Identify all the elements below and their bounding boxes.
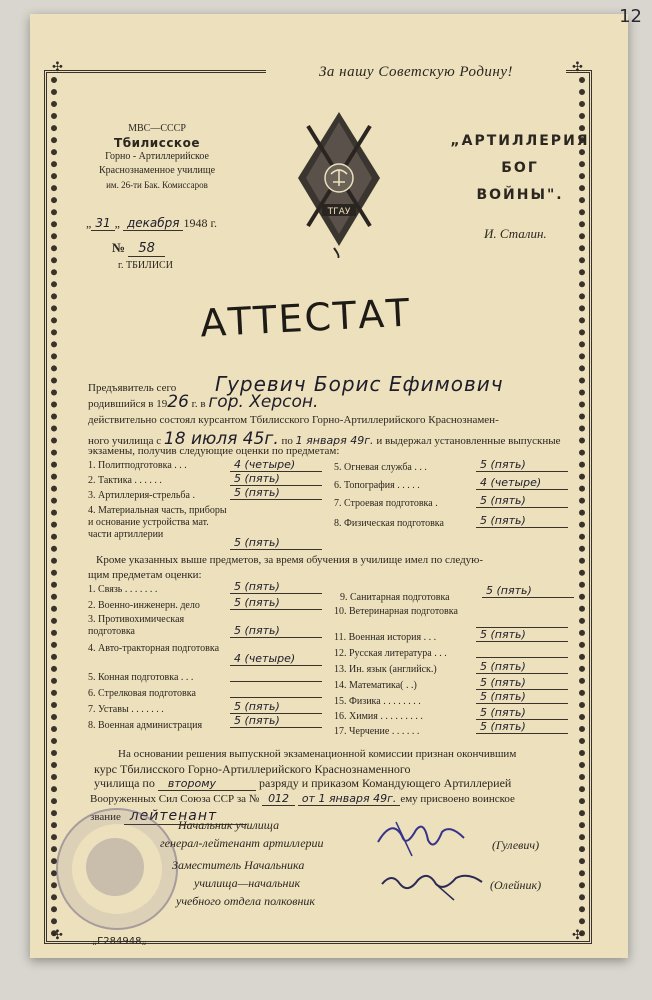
exams-intro: экзамены, получив следующие оценки по предметам: [88,445,340,457]
deputy-title: Заместитель Начальника [172,858,305,872]
artillery-badge-icon [294,108,384,258]
other-grade: 5 (пять) [230,700,322,714]
slogan: За нашу Советскую Родину! [266,64,566,81]
exam-grade: 5 (пять) [230,486,322,500]
other-subject: 10. Ветеринарная подготовка [334,606,458,617]
date-day: 31 [91,216,114,231]
order-number: 012 [262,792,295,806]
deputy-name: (Олейник) [490,878,542,892]
other-grade [476,644,568,658]
other-subject: 5. Конная подготовка . . . [88,672,194,683]
rank-label: звание [90,811,121,823]
other-grade: 5 (пять) [230,624,322,638]
official-seal [56,808,178,930]
exam-subject: 5. Огневая служба . . . [334,462,427,473]
badge-label: ТГАУ [327,207,351,217]
other-subject: 16. Химия . . . . . . . . . [334,711,423,722]
other-intro: Кроме указанных выше предметов, за время обучения в училище имел по следую- [96,554,484,566]
conclusion-order-line [90,792,515,805]
other-subject: 13. Ин. язык (английск.) [334,664,437,675]
exam-grade: 5 (пять) [476,494,568,508]
study-from: 18 июля 45г. [163,429,279,449]
conclusion-label: училища по [94,776,155,790]
other-subject: 2. Военно-инженерн. дело [88,600,200,611]
head-signature-icon [372,812,472,862]
quote-line: БОГ [501,160,539,176]
other-grade [230,684,322,698]
institution-line: Краснознаменное училище [98,165,216,176]
exam-grade: 5 (пять) [230,536,322,550]
study-label: и выдержал установленные выпускные [376,435,561,447]
exam-grade: 4 (четыре) [230,458,322,472]
stalin-quote [450,128,590,209]
other-subject: 6. Стрелковая подготовка [88,688,196,699]
other-subject: 8. Военная администрация [88,720,203,731]
conclusion-line: На основании решения выпускной экзаменационной комиссии признан окончившим [118,748,517,760]
other-subject: 17. Черчение . . . . . . [334,726,420,737]
other-grade: 5 (пять) [476,706,568,720]
institution-line: Горно - Артиллерийское [105,151,209,162]
document-title: АТТЕСТАТ [198,290,413,346]
exam-subject: 6. Топография . . . . . [334,480,420,491]
date-year: 1948 г. [183,216,218,230]
other-grade: 5 (пять) [476,690,568,704]
other-grade: 5 (пять) [476,660,568,674]
corner-ornament: ✣ [52,60,63,75]
deputy-title: учебного отдела полковник [176,894,316,908]
other-subject: 9. Санитарная подготовка [340,592,450,603]
exam-subject: 8. Физическая подготовка [334,518,444,529]
institution-line: им. 26-ти Бак. Комиссаров [106,180,208,190]
exam-grade: 5 (пять) [230,472,322,486]
other-subject: 15. Физика . . . . . . . . [334,696,421,707]
other-subject: 14. Математика( . .) [334,680,417,691]
conclusion-category-line [94,776,511,791]
study-line: действительно состоял курсантом Тбилисского Горно-Артиллерийского Краснознамен- [88,414,499,426]
study-to: 1 января 49г. [295,434,374,447]
born-label: родившийся в 19 [88,398,168,410]
issue-city: г. ТБИЛИСИ [118,260,173,271]
exam-subject: 4. Материальная часть, приборы и основание устройства мат. части артиллерии [88,505,227,540]
other-grade: 5 (пять) [482,584,574,598]
other-subject: 7. Уставы . . . . . . . [88,704,164,715]
institution-header [82,122,232,192]
study-label: по [281,435,293,447]
conclusion-label: ему присвоено воинское [400,793,515,805]
exam-subject: 2. Тактика . . . . . . [88,475,162,486]
order-date: от 1 января 49г. [298,792,401,806]
print-serial: „Г284948„ [92,936,147,947]
quote-line: „АРТИЛЛЕРИЯ [450,133,590,149]
other-grade [230,668,322,682]
corner-ornament: ✣ [572,928,583,943]
exam-subject: 7. Строевая подготовка . [334,498,438,509]
other-grade: 5 (пять) [476,720,568,734]
other-grade: 5 (пять) [230,596,322,610]
number-label: № [112,240,126,255]
other-subject: 3. Противохимическая подготовка [88,614,185,637]
date-month: декабря [123,216,184,231]
conclusion-label: разряду и приказом Командующего Артиллерией [259,776,512,790]
other-grade: 5 (пять) [476,628,568,642]
number-value: 58 [128,241,165,257]
institution-name: Тбилисское [114,136,200,150]
quote-author: И. Сталин. [484,226,547,241]
head-name: (Гулевич) [492,838,540,852]
document-number [112,240,165,256]
holder-label: Предъявитель сего [88,382,177,394]
corner-ornament: ✣ [572,60,583,75]
exam-grade: 4 (четыре) [476,476,568,490]
institution-line: МВС—СССР [128,123,186,134]
other-grade: 5 (пять) [476,676,568,690]
deputy-title: училища—начальник [194,876,301,890]
born-place: гор. Херсон. [208,392,319,412]
quote-line: ВОЙНЫ". [476,187,564,203]
head-title: Начальник училища [178,818,280,832]
corner-ornament: ✣ [52,928,63,943]
military-rank: лейтенант [124,808,247,825]
other-grade: 5 (пять) [230,714,322,728]
born-year: 26 [167,392,189,412]
other-subject: 4. Авто-тракторная подготовка [88,643,220,654]
birth-line [88,392,318,412]
conclusion-label: Вооруженных Сил Союза ССР за № [90,793,260,805]
exam-grade: 5 (пять) [476,514,568,528]
issue-date: „ 31 „ декабря 1948 г. [86,216,218,230]
other-intro: щим предметам оценки: [88,569,202,581]
born-suffix: г. в [191,398,206,410]
exam-subject: 3. Артиллерия-стрельба . [88,490,195,501]
graduation-category: второму [158,777,256,791]
deputy-signature-icon [378,862,488,902]
other-subject: 1. Связь . . . . . . . [88,584,158,595]
holder-name: Гуревич Борис Ефимович [214,372,504,396]
other-grade: 4 (четыре) [230,652,322,666]
other-grade: 5 (пять) [230,580,322,594]
conclusion-line: курс Тбилисского Горно-Артиллерийского Краснознаменного [94,762,411,776]
exam-grade: 5 (пять) [476,458,568,472]
exam-subject: 1. Политподготовка . . . [88,460,187,471]
other-subject: 12. Русская литература . . . [334,648,447,659]
study-label: ного училища с [88,435,162,447]
other-subject: 11. Военная история . . . [334,632,437,643]
page-number: 12 [619,6,642,27]
other-grade [476,614,568,628]
head-rank: генерал-лейтенант артиллерии [160,836,324,850]
